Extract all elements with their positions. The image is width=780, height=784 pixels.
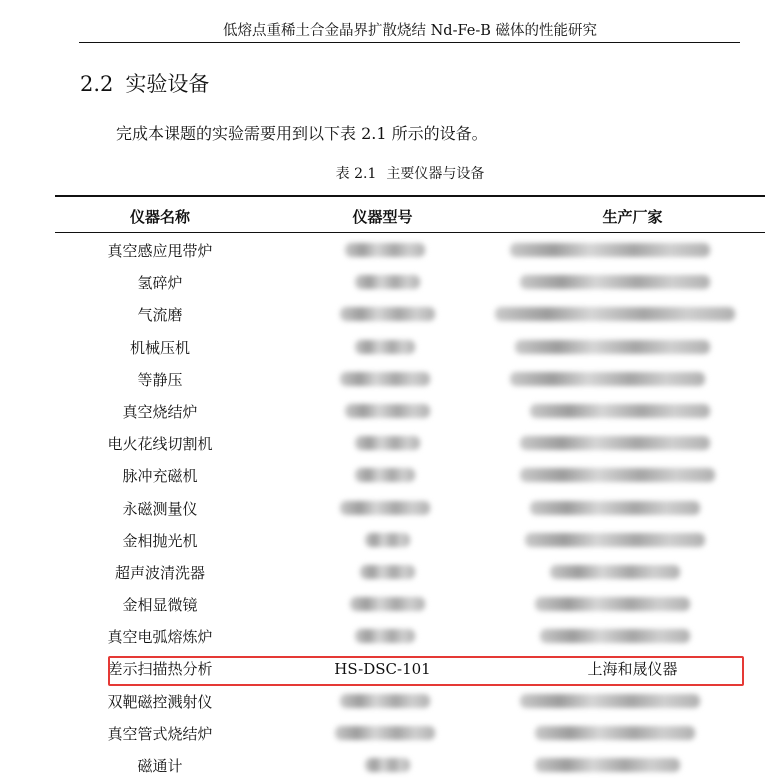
table-row bbox=[55, 460, 765, 492]
table-caption bbox=[0, 163, 780, 185]
table-row bbox=[55, 525, 765, 557]
highlight-box bbox=[108, 656, 744, 686]
table-row bbox=[55, 686, 765, 718]
redacted-model-cell bbox=[365, 758, 410, 772]
redacted-model-cell bbox=[365, 533, 410, 547]
redacted-maker-cell bbox=[510, 243, 710, 257]
header-rule bbox=[79, 42, 740, 43]
cell-instrument-name: 电火花线切割机 bbox=[107, 435, 213, 454]
redacted-maker-cell bbox=[530, 404, 710, 418]
table-top-rule bbox=[55, 195, 765, 197]
redacted-model-cell bbox=[340, 372, 430, 386]
redacted-model-cell bbox=[360, 565, 415, 579]
cell-instrument-model: HS-DSC-101 bbox=[334, 660, 431, 679]
cell-instrument-name: 金相抛光机 bbox=[122, 531, 198, 550]
table-caption-number: 表 2.1 bbox=[335, 166, 377, 182]
redacted-model-cell bbox=[345, 404, 430, 418]
cell-instrument-name: 超声波清洗器 bbox=[114, 563, 205, 582]
column-header-model: 仪器型号 bbox=[352, 208, 413, 226]
redacted-model-cell bbox=[335, 726, 435, 740]
redacted-model-cell bbox=[355, 468, 415, 482]
cell-instrument-name: 差示扫描热分析 bbox=[107, 660, 213, 679]
redacted-model-cell bbox=[355, 275, 420, 289]
redacted-model-cell bbox=[355, 436, 420, 450]
column-header-maker: 生产厂家 bbox=[602, 208, 663, 226]
cell-instrument-name: 氢碎炉 bbox=[137, 274, 183, 293]
redacted-maker-cell bbox=[515, 340, 710, 354]
table-body bbox=[55, 235, 765, 782]
redacted-maker-cell bbox=[540, 629, 690, 643]
section-heading bbox=[80, 68, 209, 100]
cell-instrument-name: 气流磨 bbox=[137, 306, 183, 325]
table-row bbox=[55, 750, 765, 782]
running-header: 低熔点重稀土合金晶界扩散烧结 Nd-Fe-B 磁体的性能研究 bbox=[223, 23, 597, 39]
redacted-model-cell bbox=[345, 243, 425, 257]
redacted-model-cell bbox=[340, 694, 430, 708]
redacted-model-cell bbox=[355, 629, 415, 643]
table-row bbox=[55, 235, 765, 267]
redacted-maker-cell bbox=[535, 758, 680, 772]
table-header-rule bbox=[55, 232, 765, 233]
redacted-maker-cell bbox=[495, 307, 735, 321]
redacted-maker-cell bbox=[520, 436, 710, 450]
column-header-name: 仪器名称 bbox=[129, 208, 190, 226]
redacted-model-cell bbox=[340, 307, 435, 321]
cell-instrument-name: 真空烧结炉 bbox=[122, 402, 198, 421]
redacted-maker-cell bbox=[535, 597, 690, 611]
redacted-maker-cell bbox=[510, 372, 705, 386]
cell-instrument-name: 金相显微镜 bbox=[122, 596, 198, 615]
redacted-maker-cell bbox=[535, 726, 695, 740]
table-caption-title: 主要仪器与设备 bbox=[386, 166, 485, 182]
table-row bbox=[55, 718, 765, 750]
redacted-maker-cell bbox=[520, 275, 710, 289]
redacted-maker-cell bbox=[520, 694, 700, 708]
cell-instrument-name: 等静压 bbox=[137, 370, 183, 389]
table-row bbox=[55, 267, 765, 299]
table-row bbox=[55, 428, 765, 460]
cell-instrument-name: 真空感应甩带炉 bbox=[107, 242, 213, 260]
table-row bbox=[55, 396, 765, 428]
table-row bbox=[55, 557, 765, 589]
redacted-model-cell bbox=[340, 501, 430, 515]
cell-instrument-maker: 上海和晟仪器 bbox=[587, 660, 678, 679]
cell-instrument-name: 脉冲充磁机 bbox=[122, 467, 198, 486]
redacted-model-cell bbox=[350, 597, 425, 611]
redacted-maker-cell bbox=[525, 533, 705, 547]
cell-instrument-name: 真空管式烧结炉 bbox=[107, 724, 213, 743]
table-row bbox=[55, 621, 765, 653]
redacted-maker-cell bbox=[520, 468, 715, 482]
redacted-model-cell bbox=[355, 340, 415, 354]
cell-instrument-name: 永磁测量仪 bbox=[122, 499, 198, 518]
section-number: 2.2 bbox=[80, 72, 114, 96]
redacted-maker-cell bbox=[550, 565, 680, 579]
body-paragraph: 完成本课题的实验需要用到以下表 2.1 所示的设备。 bbox=[116, 124, 488, 143]
redacted-maker-cell bbox=[530, 501, 700, 515]
table-row bbox=[55, 493, 765, 525]
table-row bbox=[55, 332, 765, 364]
cell-instrument-name: 机械压机 bbox=[129, 338, 190, 357]
section-title: 实验设备 bbox=[125, 72, 210, 96]
table-row bbox=[55, 364, 765, 396]
cell-instrument-name: 真空电弧熔炼炉 bbox=[107, 628, 213, 647]
cell-instrument-name: 磁通计 bbox=[137, 757, 183, 775]
cell-instrument-name: 双靶磁控溅射仪 bbox=[107, 692, 213, 711]
table-row bbox=[55, 589, 765, 621]
table-header-row bbox=[55, 205, 765, 229]
table-row bbox=[55, 299, 765, 331]
